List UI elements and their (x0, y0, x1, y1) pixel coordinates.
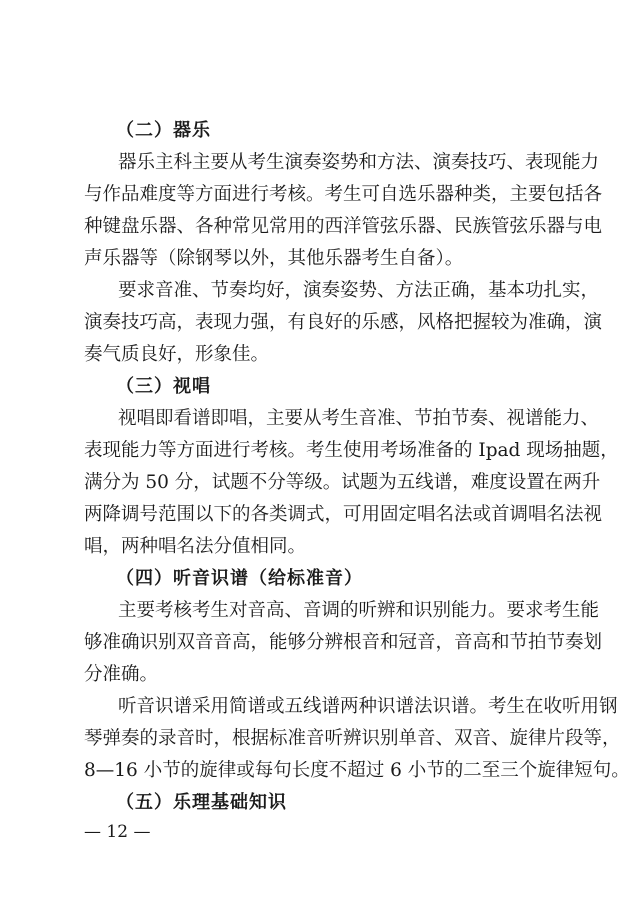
paragraph-line: 满分为 50 分，试题不分等级。试题为五线谱，难度设置在两升 (84, 472, 601, 493)
paragraph-line: 琴弹奏的录音时，根据标准音听辨识别单音、双音、旋律片段等， (84, 728, 621, 749)
section-heading-instrumental: （二）器乐 (116, 120, 211, 141)
page-number: — 12 — (84, 822, 151, 842)
paragraph-line: 种键盘乐器、各种常见常用的西洋管弦乐器、民族管弦乐器与电 (84, 216, 603, 237)
section-heading-music-theory: （五）乐理基础知识 (116, 792, 287, 813)
paragraph-line: 够准确识别双音音高，能够分辨根音和冠音，音高和节拍节奏划 (84, 632, 603, 653)
section-heading-sight-singing: （三）视唱 (116, 376, 211, 397)
paragraph-line: 听音识谱采用简谱或五线谱两种识谱法识谱。考生在收听用钢 (118, 696, 618, 717)
paragraph-line: 奏气质良好，形象佳。 (84, 344, 270, 365)
paragraph-line: 演奏技巧高，表现力强，有良好的乐感，风格把握较为准确，演 (84, 312, 603, 333)
paragraph-line: 与作品难度等方面进行考核。考生可自选乐器种类，主要包括各 (84, 184, 603, 205)
paragraph-line: 表现能力等方面进行考核。考生使用考场准备的 Ipad 现场抽题， (84, 440, 619, 461)
paragraph-line: 主要考核考生对音高、音调的听辨和识别能力。要求考生能 (118, 600, 600, 621)
section-heading-ear-training: （四）听音识谱（给标准音） (116, 568, 363, 589)
paragraph-line: 唱，两种唱名法分值相同。 (84, 536, 307, 557)
paragraph-line: 器乐主科主要从考生演奏姿势和方法、演奏技巧、表现能力 (118, 152, 600, 173)
paragraph-line: 视唱即看谱即唱，主要从考生音准、节拍节奏、视谱能力、 (118, 408, 600, 429)
paragraph-line: 要求音准、节奏均好，演奏姿势、方法正确，基本功扎实， (118, 280, 600, 301)
paragraph-line: 分准确。 (84, 664, 159, 685)
paragraph-line: 声乐器等（除钢琴以外，其他乐器考生自备）。 (84, 248, 464, 269)
paragraph-line: 两降调号范围以下的各类调式，可用固定唱名法或首调唱名法视 (84, 504, 603, 525)
paragraph-line: 8—16 小节的旋律或每句长度不超过 6 小节的二至三个旋律短句。 (84, 760, 630, 781)
